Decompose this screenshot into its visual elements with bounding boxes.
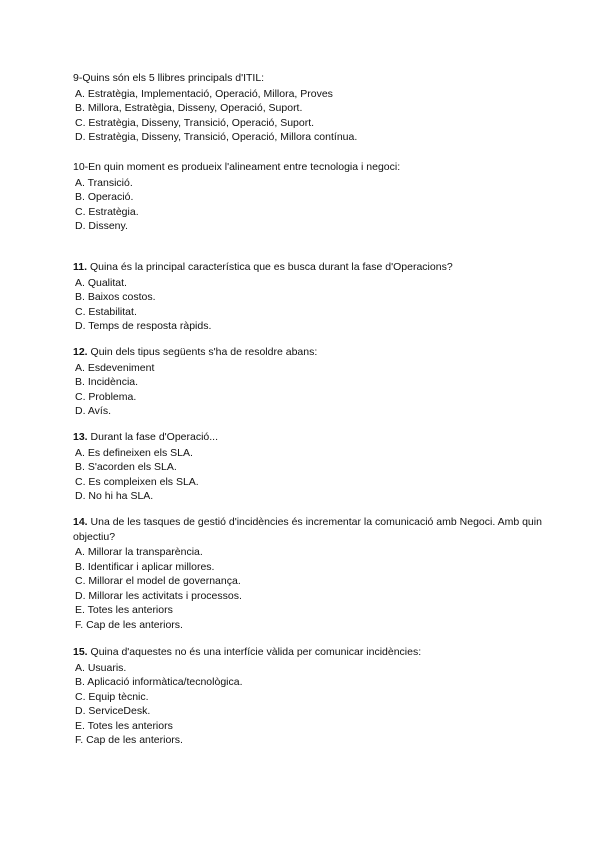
question-text: 10-En quin moment es produeix l'alineament entre tecnologia i negoci:: [73, 161, 401, 173]
question-11: [73, 260, 543, 334]
option-d: D. Temps de resposta ràpids.: [75, 320, 212, 332]
option-b: B. S'acorden els SLA.: [75, 461, 177, 473]
question-text: 9-Quins són els 5 llibres principals d'ITIL:: [73, 72, 265, 84]
question-text: Quin dels tipus següents s'ha de resoldre abans:: [87, 346, 318, 358]
option-f: F. Cap de les anteriors.: [75, 618, 183, 631]
option-a: A. Esdeveniment: [75, 361, 155, 374]
option-c: C. Equip tècnic.: [75, 690, 149, 703]
option-d: D. ServiceDesk.: [75, 705, 151, 717]
option-c: C. Estratègia, Disseny, Transició, Operació, Suport.: [75, 116, 315, 129]
option-b: B. Operació.: [75, 191, 134, 203]
question-12: [73, 345, 543, 419]
option-d: D. Estratègia, Disseny, Transició, Operació, Millora contínua.: [75, 131, 358, 143]
option-c: C. Problema.: [75, 390, 137, 403]
option-c: C. Estabilitat.: [75, 305, 137, 318]
option-e: E. Totes les anteriors: [75, 719, 173, 732]
option-d: D. No hi ha SLA.: [75, 490, 154, 502]
option-d: D. Avís.: [75, 405, 111, 417]
option-a: A. Transició.: [75, 176, 133, 189]
option-d: D. Millorar les activitats i processos.: [75, 589, 242, 602]
option-b: B. Baixos costos.: [75, 291, 156, 303]
option-a: A. Estratègia, Implementació, Operació, Millora, Proves: [75, 87, 333, 100]
option-f: F. Cap de les anteriors.: [75, 734, 183, 746]
option-b: B. Incidència.: [75, 376, 139, 388]
option-c: C. Estratègia.: [75, 205, 139, 218]
option-c: C. Es compleixen els SLA.: [75, 475, 199, 488]
question-9: [73, 71, 543, 145]
option-a: A. Qualitat.: [75, 276, 127, 289]
question-text: Durant la fase d'Operació...: [87, 431, 219, 443]
question-text: Una de les tasques de gestió d'incidències és incrementar la comunicació amb Negoci. Amb quin objectiu?: [73, 516, 542, 543]
question-text: Quina d'aquestes no és una interfície vàlida per comunicar incidències:: [87, 646, 422, 658]
option-e: E. Totes les anteriors: [75, 604, 173, 616]
question-number: 14.: [73, 516, 88, 528]
option-a: A. Usuaris.: [75, 661, 127, 674]
question-13: [73, 430, 543, 504]
option-a: A. Millorar la transparència.: [75, 546, 203, 558]
question-15: [73, 645, 543, 748]
question-number: 15.: [73, 646, 88, 658]
option-d: D. Disseny.: [75, 220, 128, 232]
option-a: A. Es defineixen els SLA.: [75, 446, 193, 459]
question-text: Quina és la principal característica que es busca durant la fase d'Operacions?: [87, 261, 453, 273]
option-b: B. Aplicació informàtica/tecnològica.: [75, 676, 243, 688]
option-c: C. Millorar el model de governança.: [75, 575, 241, 587]
option-b: B. Millora, Estratègia, Disseny, Operació, Suport.: [75, 102, 303, 114]
question-number: 12.: [73, 346, 88, 358]
question-14: [73, 515, 543, 632]
option-b: B. Identificar i aplicar millores.: [75, 560, 215, 573]
question-10: [73, 160, 543, 234]
question-number: 13.: [73, 431, 88, 443]
question-number: 11.: [73, 261, 88, 273]
